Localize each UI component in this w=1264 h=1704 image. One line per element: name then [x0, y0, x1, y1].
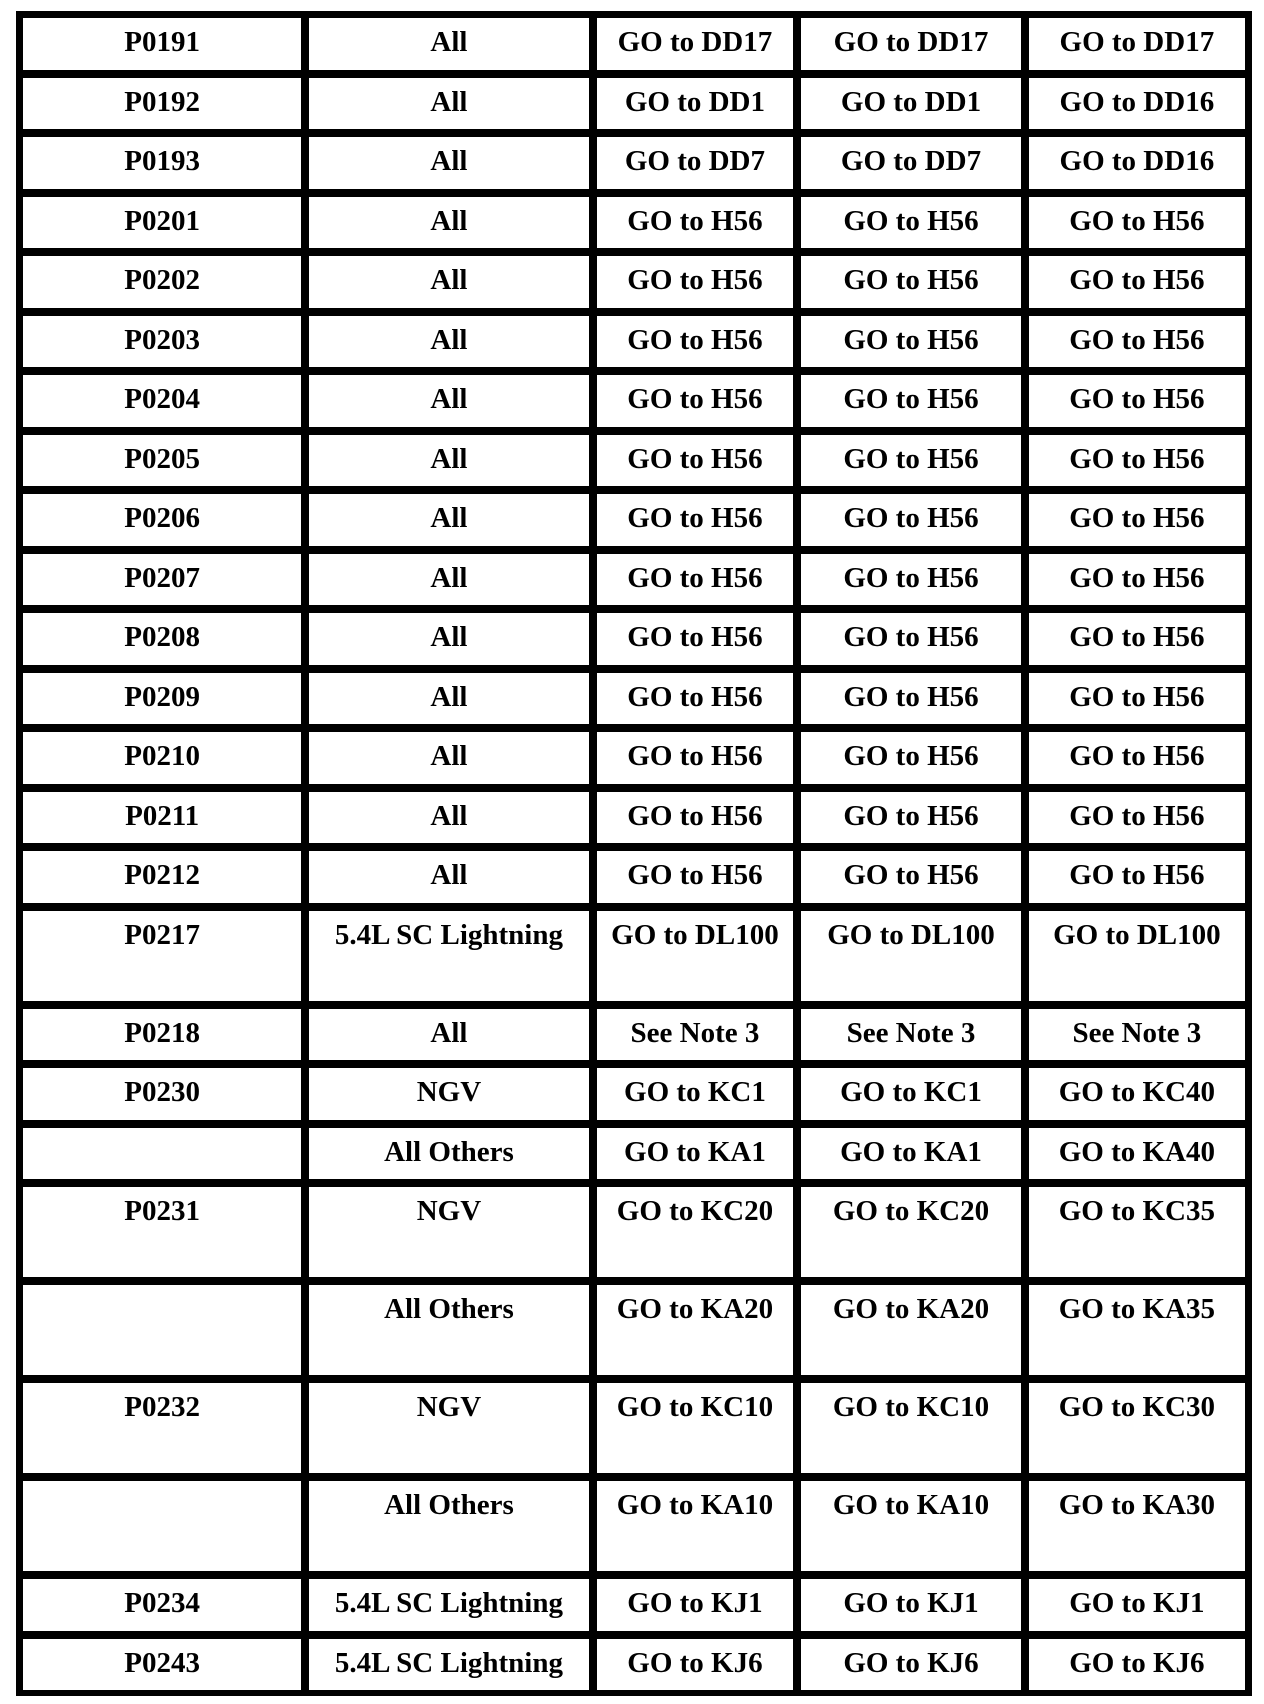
action-cell: GO to H56 — [593, 431, 798, 491]
action-cell: GO to KA40 — [1025, 1124, 1249, 1184]
action-cell: GO to DD17 — [593, 14, 798, 74]
table-row — [19, 133, 1249, 193]
action-cell: GO to KC1 — [797, 1064, 1024, 1124]
code-cell: P0211 — [19, 788, 305, 848]
table-row — [19, 609, 1249, 669]
config-cell: All — [305, 74, 592, 134]
code-cell: P0208 — [19, 609, 305, 669]
action-cell: GO to H56 — [797, 431, 1024, 491]
action-cell: GO to DL100 — [593, 907, 798, 1005]
code-cell: P0210 — [19, 728, 305, 788]
config-cell: All — [305, 669, 592, 729]
action-cell: GO to H56 — [1025, 371, 1249, 431]
action-cell: GO to DD7 — [593, 133, 798, 193]
code-cell — [19, 1281, 305, 1379]
action-cell: GO to KJ1 — [1025, 1575, 1249, 1635]
action-cell: GO to KC20 — [797, 1183, 1024, 1281]
action-cell: GO to DD7 — [797, 133, 1024, 193]
action-cell: GO to H56 — [797, 193, 1024, 253]
action-cell: GO to H56 — [1025, 252, 1249, 312]
action-cell: GO to KA10 — [593, 1477, 798, 1575]
action-cell: GO to DL100 — [1025, 907, 1249, 1005]
table-row — [19, 669, 1249, 729]
action-cell: GO to H56 — [1025, 669, 1249, 729]
action-cell: GO to KC40 — [1025, 1064, 1249, 1124]
action-cell: GO to KJ6 — [797, 1635, 1024, 1695]
table-row — [19, 1183, 1249, 1281]
table-row — [19, 1477, 1249, 1575]
code-cell: P0230 — [19, 1064, 305, 1124]
action-cell: GO to KC35 — [1025, 1183, 1249, 1281]
action-cell: See Note 3 — [797, 1005, 1024, 1065]
code-cell — [19, 1124, 305, 1184]
config-cell: All Others — [305, 1477, 592, 1575]
table-row — [19, 1379, 1249, 1477]
table-row — [19, 193, 1249, 253]
table-row — [19, 728, 1249, 788]
action-cell: GO to H56 — [797, 490, 1024, 550]
action-cell: GO to DD16 — [1025, 133, 1249, 193]
action-cell: GO to H56 — [593, 371, 798, 431]
code-cell: P0207 — [19, 550, 305, 610]
action-cell: GO to H56 — [593, 490, 798, 550]
action-cell: GO to KC20 — [593, 1183, 798, 1281]
code-cell: P0205 — [19, 431, 305, 491]
action-cell: GO to H56 — [593, 252, 798, 312]
table-row — [19, 74, 1249, 134]
action-cell: GO to H56 — [797, 252, 1024, 312]
action-cell: GO to H56 — [797, 371, 1024, 431]
table-row — [19, 312, 1249, 372]
code-cell: P0191 — [19, 14, 305, 74]
code-cell: P0209 — [19, 669, 305, 729]
action-cell: GO to H56 — [1025, 490, 1249, 550]
config-cell: All — [305, 193, 592, 253]
config-cell: All — [305, 371, 592, 431]
action-cell: GO to H56 — [593, 847, 798, 907]
code-cell: P0193 — [19, 133, 305, 193]
action-cell: GO to H56 — [797, 312, 1024, 372]
action-cell: GO to KA10 — [797, 1477, 1024, 1575]
code-cell: P0231 — [19, 1183, 305, 1281]
config-cell: All — [305, 847, 592, 907]
action-cell: GO to H56 — [797, 788, 1024, 848]
action-cell: GO to H56 — [593, 312, 798, 372]
action-cell: See Note 3 — [1025, 1005, 1249, 1065]
action-cell: GO to DD17 — [797, 14, 1024, 74]
diagnostic-code-table — [19, 14, 1249, 1694]
config-cell: All — [305, 490, 592, 550]
table-body — [19, 14, 1249, 1694]
action-cell: GO to DD1 — [797, 74, 1024, 134]
action-cell: GO to KJ1 — [797, 1575, 1024, 1635]
code-cell: P0192 — [19, 74, 305, 134]
action-cell: GO to DL100 — [797, 907, 1024, 1005]
action-cell: GO to H56 — [593, 788, 798, 848]
config-cell: All Others — [305, 1124, 592, 1184]
config-cell: NGV — [305, 1064, 592, 1124]
code-cell: P0234 — [19, 1575, 305, 1635]
table-row — [19, 252, 1249, 312]
action-cell: GO to H56 — [593, 193, 798, 253]
config-cell: 5.4L SC Lightning — [305, 907, 592, 1005]
config-cell: All — [305, 550, 592, 610]
table-row — [19, 431, 1249, 491]
config-cell: NGV — [305, 1183, 592, 1281]
action-cell: GO to KC30 — [1025, 1379, 1249, 1477]
action-cell: GO to KA20 — [797, 1281, 1024, 1379]
code-cell: P0201 — [19, 193, 305, 253]
action-cell: See Note 3 — [593, 1005, 798, 1065]
action-cell: GO to DD17 — [1025, 14, 1249, 74]
action-cell: GO to H56 — [593, 550, 798, 610]
config-cell: NGV — [305, 1379, 592, 1477]
action-cell: GO to H56 — [1025, 609, 1249, 669]
action-cell: GO to H56 — [593, 669, 798, 729]
action-cell: GO to KA1 — [797, 1124, 1024, 1184]
config-cell: All — [305, 133, 592, 193]
action-cell: GO to KC1 — [593, 1064, 798, 1124]
config-cell: 5.4L SC Lightning — [305, 1575, 592, 1635]
action-cell: GO to H56 — [1025, 788, 1249, 848]
code-cell: P0243 — [19, 1635, 305, 1695]
config-cell: All — [305, 1005, 592, 1065]
action-cell: GO to KC10 — [593, 1379, 798, 1477]
code-cell — [19, 1477, 305, 1575]
config-cell: All Others — [305, 1281, 592, 1379]
action-cell: GO to H56 — [797, 728, 1024, 788]
action-cell: GO to KJ1 — [593, 1575, 798, 1635]
code-cell: P0212 — [19, 847, 305, 907]
config-cell: All — [305, 14, 592, 74]
config-cell: 5.4L SC Lightning — [305, 1635, 592, 1695]
action-cell: GO to DD1 — [593, 74, 798, 134]
action-cell: GO to H56 — [1025, 728, 1249, 788]
code-cell: P0217 — [19, 907, 305, 1005]
action-cell: GO to KJ6 — [593, 1635, 798, 1695]
action-cell: GO to KA35 — [1025, 1281, 1249, 1379]
table-row — [19, 490, 1249, 550]
action-cell: GO to H56 — [593, 728, 798, 788]
code-cell: P0203 — [19, 312, 305, 372]
action-cell: GO to KC10 — [797, 1379, 1024, 1477]
table-row — [19, 550, 1249, 610]
config-cell: All — [305, 431, 592, 491]
table-row — [19, 788, 1249, 848]
diagnostic-table-frame — [16, 11, 1252, 1696]
action-cell: GO to H56 — [1025, 312, 1249, 372]
config-cell: All — [305, 312, 592, 372]
table-row — [19, 847, 1249, 907]
table-row — [19, 1575, 1249, 1635]
action-cell: GO to H56 — [593, 609, 798, 669]
config-cell: All — [305, 728, 592, 788]
config-cell: All — [305, 788, 592, 848]
code-cell: P0204 — [19, 371, 305, 431]
table-row — [19, 1635, 1249, 1695]
action-cell: GO to H56 — [1025, 550, 1249, 610]
table-row — [19, 1124, 1249, 1184]
table-row — [19, 1064, 1249, 1124]
action-cell: GO to KJ6 — [1025, 1635, 1249, 1695]
table-row — [19, 371, 1249, 431]
table-row — [19, 907, 1249, 1005]
config-cell: All — [305, 252, 592, 312]
action-cell: GO to H56 — [797, 669, 1024, 729]
table-row — [19, 1005, 1249, 1065]
action-cell: GO to H56 — [797, 550, 1024, 610]
action-cell: GO to H56 — [797, 609, 1024, 669]
code-cell: P0206 — [19, 490, 305, 550]
config-cell: All — [305, 609, 592, 669]
action-cell: GO to H56 — [1025, 431, 1249, 491]
action-cell: GO to KA20 — [593, 1281, 798, 1379]
action-cell: GO to H56 — [797, 847, 1024, 907]
code-cell: P0202 — [19, 252, 305, 312]
action-cell: GO to H56 — [1025, 847, 1249, 907]
action-cell: GO to KA30 — [1025, 1477, 1249, 1575]
table-row — [19, 14, 1249, 74]
table-row — [19, 1281, 1249, 1379]
action-cell: GO to KA1 — [593, 1124, 798, 1184]
action-cell: GO to H56 — [1025, 193, 1249, 253]
code-cell: P0232 — [19, 1379, 305, 1477]
action-cell: GO to DD16 — [1025, 74, 1249, 134]
code-cell: P0218 — [19, 1005, 305, 1065]
